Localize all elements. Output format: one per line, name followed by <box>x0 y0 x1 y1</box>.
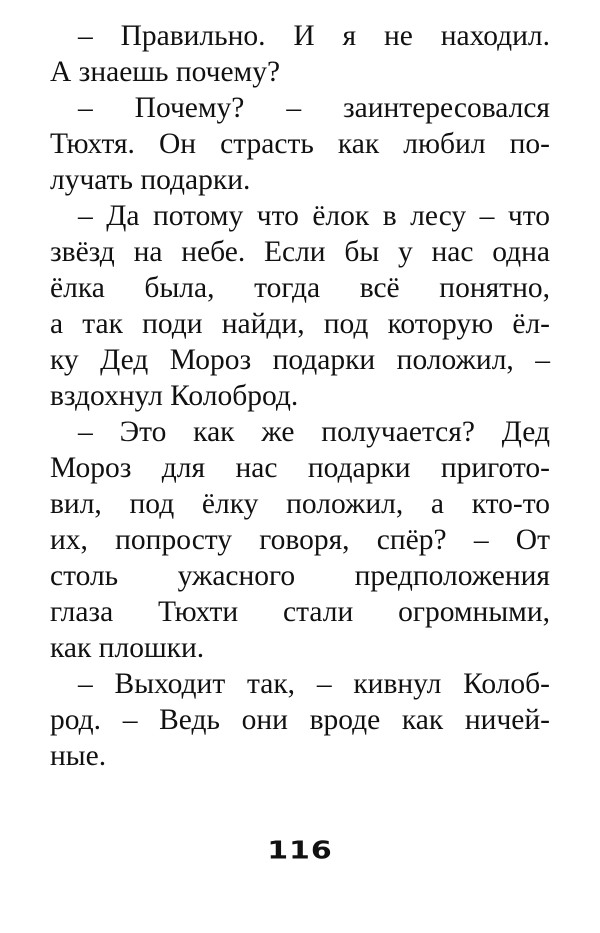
text-line: род. – Ведь они вроде как ничей- <box>50 704 550 736</box>
text-line: ные. <box>50 740 107 772</box>
text-line: звёзд на небе. Если бы у нас одна <box>50 236 550 268</box>
text-line: как плошки. <box>50 632 205 664</box>
text-line: – Это как же получается? Дед <box>78 416 550 448</box>
body-text <box>50 18 550 774</box>
text-line: – Выходит так, – кивнул Колоб- <box>78 668 550 700</box>
text-line: глаза Тюхти стали огромными, <box>50 596 550 628</box>
text-line: столь ужасного предположения <box>50 560 550 592</box>
text-line: их, попросту говоря, спёр? – От <box>50 524 550 556</box>
text-line: – Да потому что ёлок в лесу – что <box>78 200 550 232</box>
text-line: – Правильно. И я не находил. <box>78 20 550 52</box>
page-number: 116 <box>267 836 333 865</box>
text-line: ёлка была, тогда всё понятно, <box>50 272 550 304</box>
paragraph <box>50 198 550 414</box>
text-line: лучать подарки. <box>50 164 251 196</box>
text-line: Тюхтя. Он страсть как любил по- <box>50 128 550 160</box>
text-line: А знаешь почему? <box>50 56 281 88</box>
paragraph <box>50 18 550 90</box>
text-line: – Почему? – заинтересовался <box>78 92 550 124</box>
paragraph <box>50 666 550 774</box>
text-line: ку Дед Мороз подарки положил, – <box>50 344 550 376</box>
paragraph <box>50 90 550 198</box>
text-line: вздохнул Колоброд. <box>50 380 299 412</box>
text-line: а так поди найди, под которую ёл- <box>50 308 550 340</box>
paragraph <box>50 414 550 666</box>
text-line: Мороз для нас подарки пригото- <box>50 452 550 484</box>
text-line: вил, под ёлку положил, а кто-то <box>50 488 550 520</box>
